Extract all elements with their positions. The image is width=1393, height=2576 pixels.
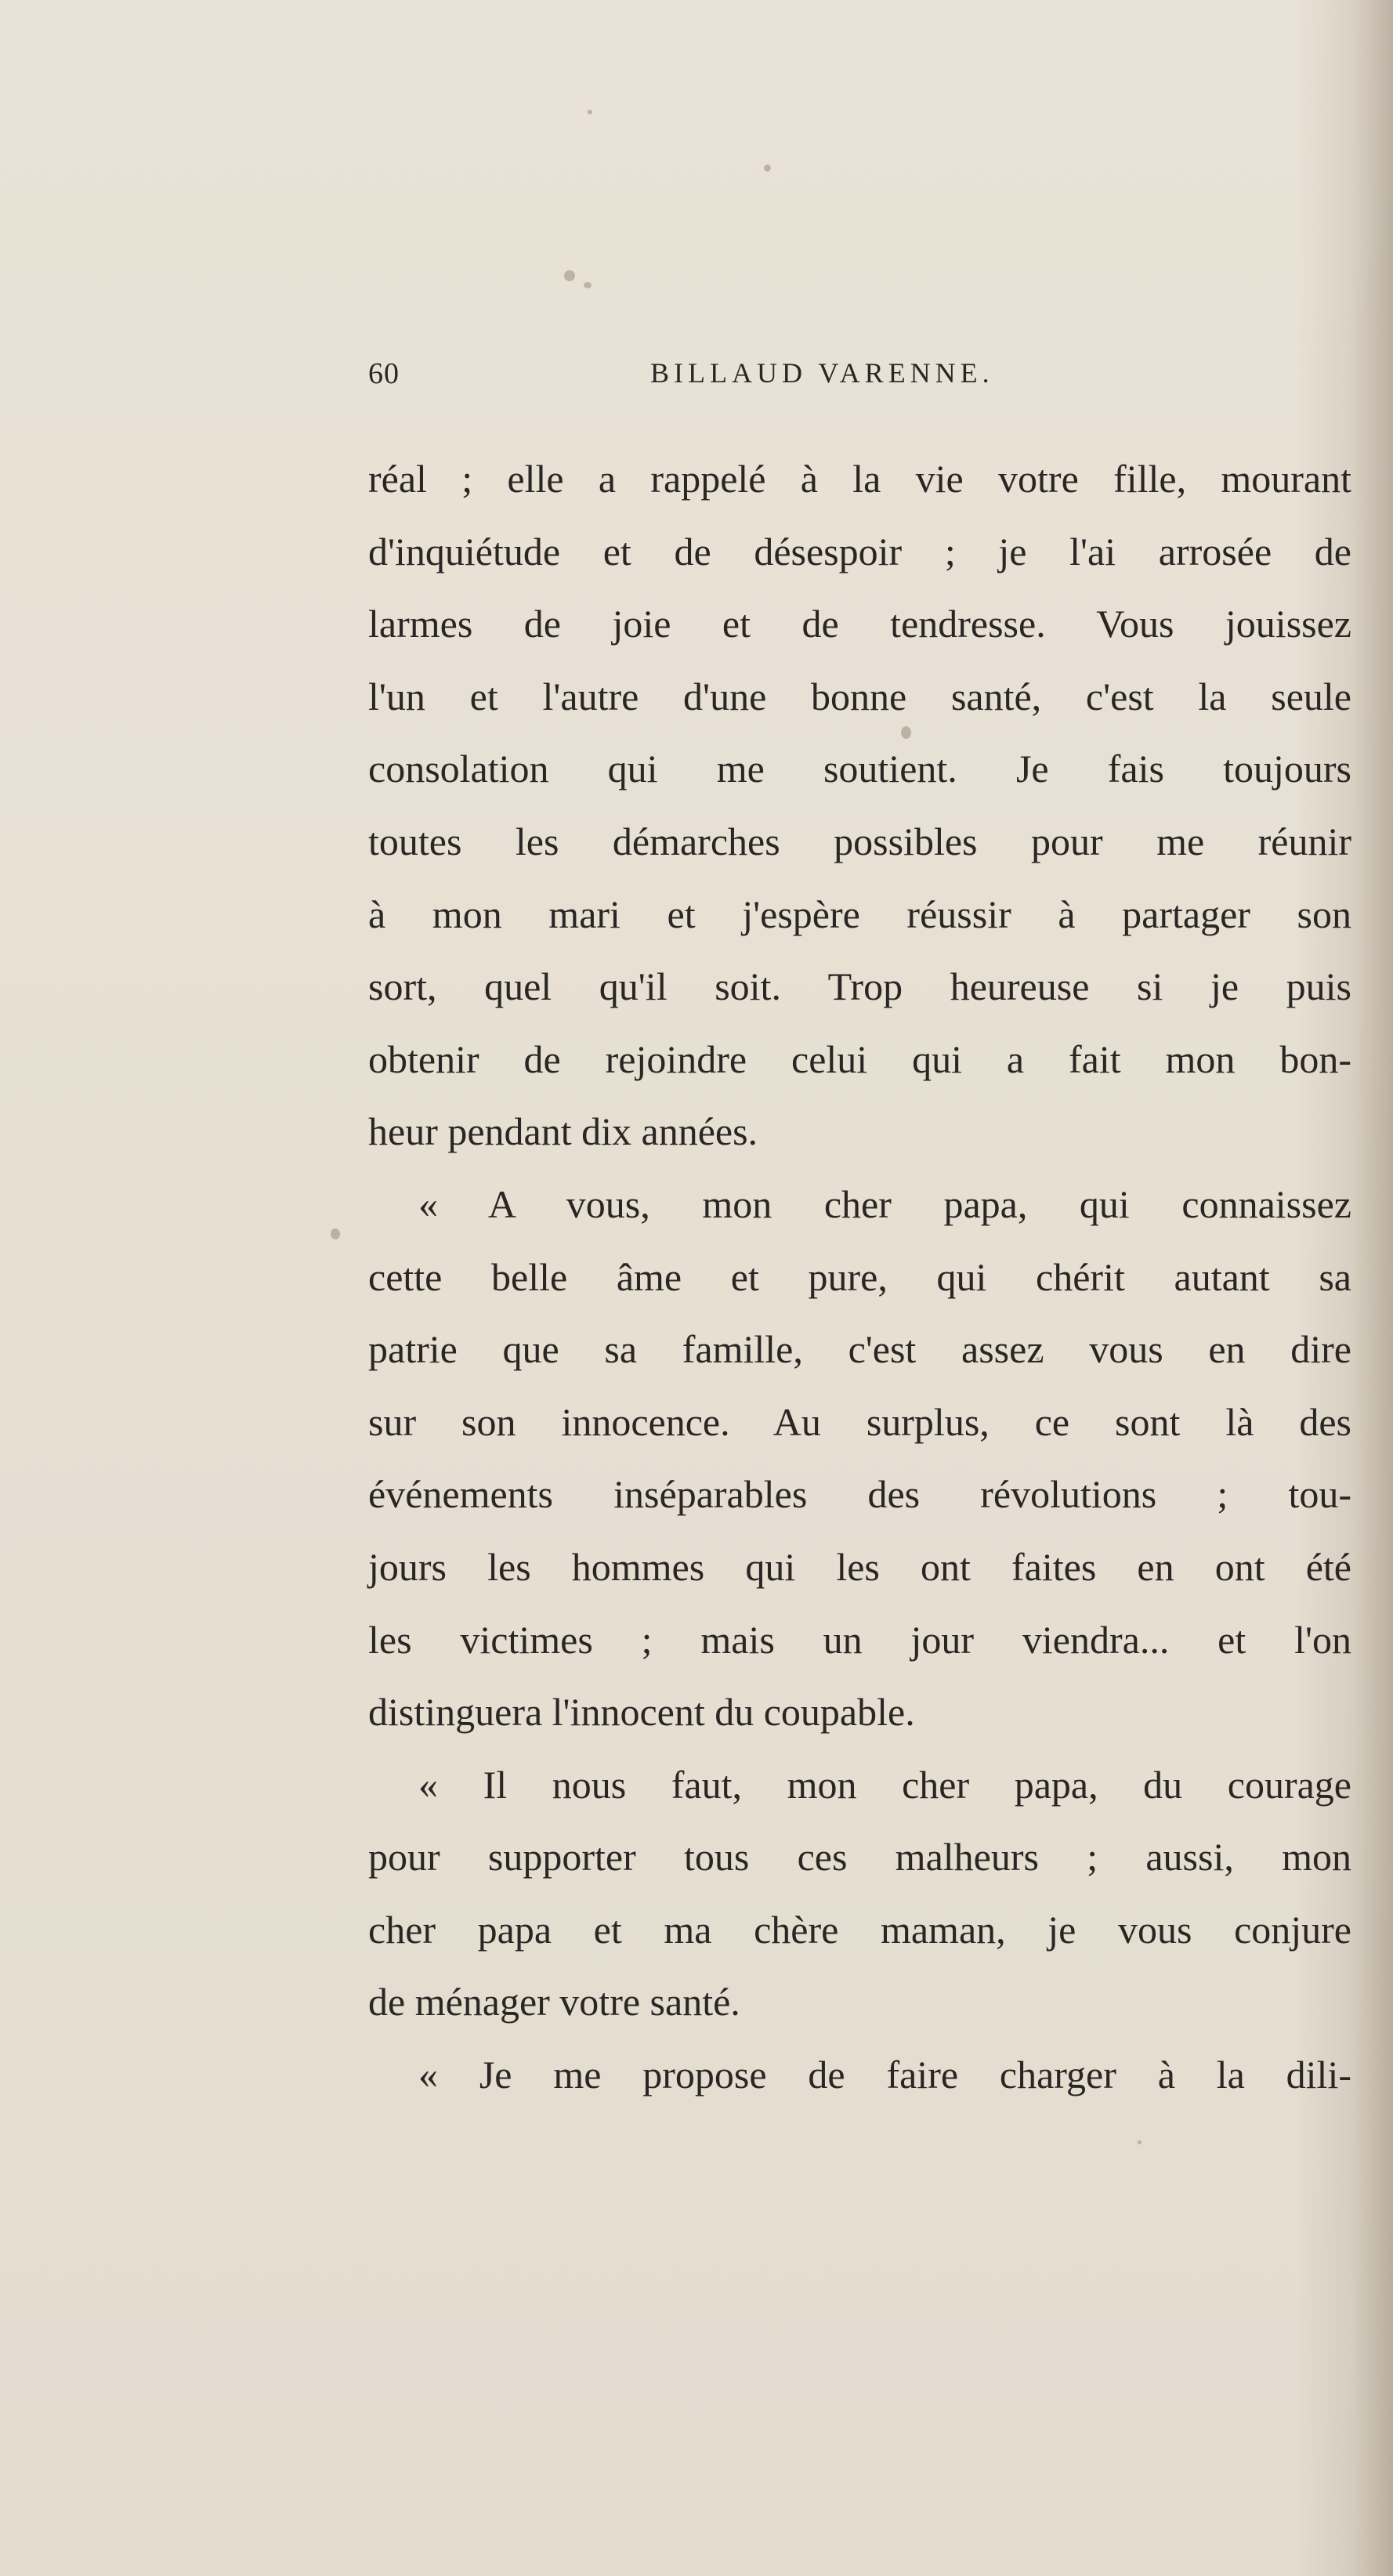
text-line: à mon mari et j'espère réussir à partager son <box>368 892 1351 936</box>
text-line: cette belle âme et pure, qui chérit autant sa <box>368 1254 1351 1299</box>
page-number: 60 <box>368 357 400 390</box>
paper-speck <box>588 110 592 114</box>
text-line: d'inquiétude et de désespoir ; je l'ai arrosée de <box>368 529 1351 573</box>
text-line: heur pendant dix années. <box>368 1109 758 1154</box>
text-line: pour supporter tous ces malheurs ; aussi, mon <box>368 1835 1351 1880</box>
text-line: sort, quel qu'il soit. Trop heureuse si je puis <box>368 964 1351 1009</box>
paper-speck <box>584 282 592 288</box>
paper-speck <box>1138 2140 1142 2144</box>
text-line: réal ; elle a rappelé à la vie votre fille, mourant <box>368 457 1351 501</box>
running-head <box>368 356 1371 403</box>
text-line: de ménager votre santé. <box>368 1980 740 2024</box>
text-line: patrie que sa famille, c'est assez vous en dire <box>368 1327 1351 1372</box>
text-line: cher papa et ma chère maman, je vous conjure <box>368 1907 1351 1952</box>
text-line: toutes les démarches possibles pour me réunir <box>368 819 1351 863</box>
paper-speck <box>764 165 771 172</box>
text-line: sur son innocence. Au surplus, ce sont là des <box>368 1399 1351 1444</box>
text-line: distinguera l'innocent du coupable. <box>368 1690 915 1735</box>
text-line: larmes de joie et de tendresse. Vous jouissez <box>368 602 1351 646</box>
body-text <box>368 443 1351 2111</box>
text-line: « Je me propose de faire charger à la dili- <box>418 2053 1351 2097</box>
text-line: obtenir de rejoindre celui qui a fait mon bon- <box>368 1037 1351 1081</box>
text-line: consolation qui me soutient. Je fais toujours <box>368 747 1351 791</box>
paper-speck <box>564 270 575 281</box>
text-line: événements inséparables des révolutions ; tou- <box>368 1472 1351 1517</box>
running-head-title: BILLAUD VARENNE. <box>650 357 994 389</box>
text-line: les victimes ; mais un jour viendra... et l'on <box>368 1617 1351 1662</box>
paper-speck <box>331 1228 340 1239</box>
text-line: « A vous, mon cher papa, qui connaissez <box>418 1181 1351 1226</box>
text-line: jours les hommes qui les ont faites en ont été <box>368 1544 1351 1589</box>
text-line: « Il nous faut, mon cher papa, du courage <box>418 1762 1351 1807</box>
text-line: l'un et l'autre d'une bonne santé, c'est la seule <box>368 674 1351 718</box>
